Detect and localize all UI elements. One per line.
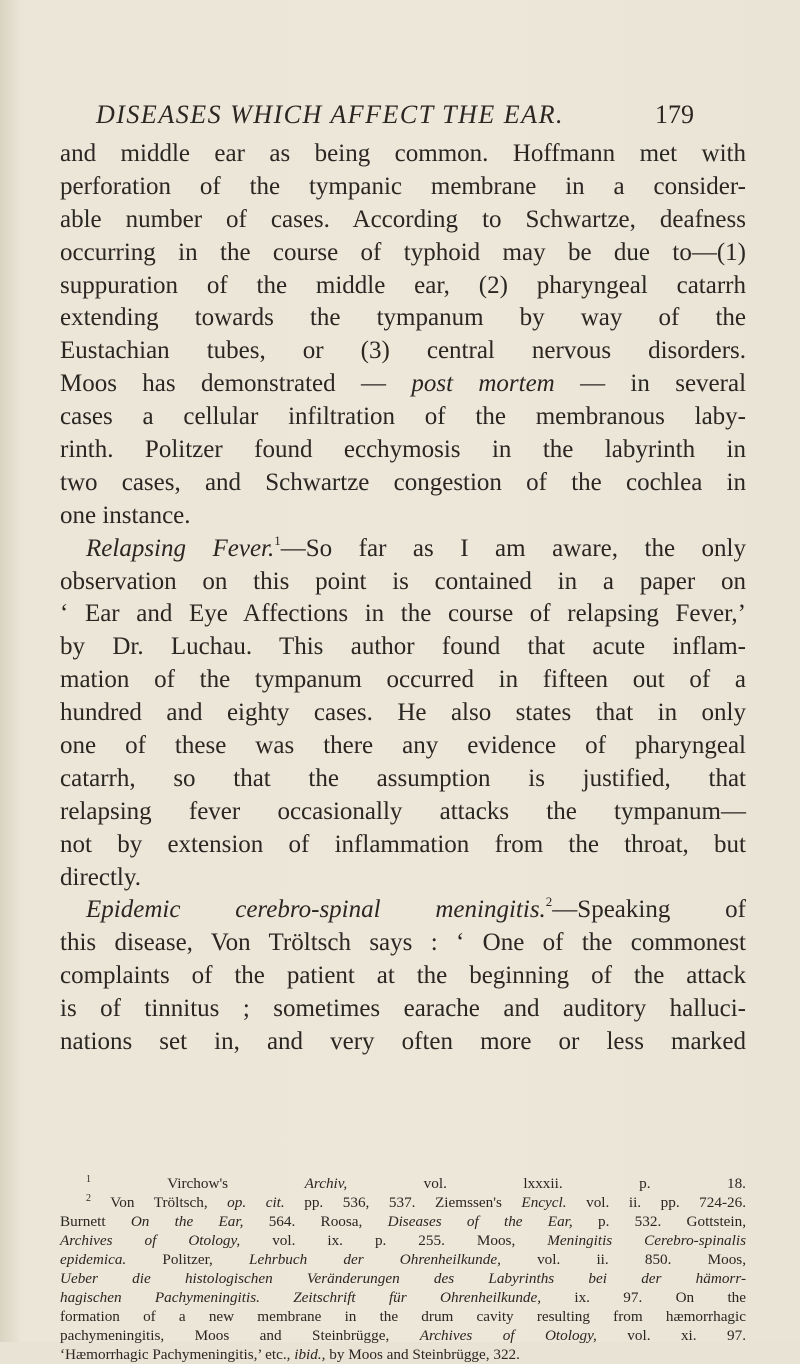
page-header [0,100,800,136]
footnote-continuation: hagischen Pachymeningitis. Zeitschrift für Ohrenheilkunde, ix. 97. On the [60,1289,746,1306]
footnote-continuation: formation of a new membrane in the drum cavity resulting from hæmorrhagic [60,1308,746,1325]
text-line: and middle ear as being common. Hoffmann met with [60,140,746,167]
running-head: DISEASES WHICH AFFECT THE EAR. [96,100,564,129]
section-heading: Epidemic cerebro-spinal meningitis. [86,896,546,924]
text-line: observation on this point is contained in a paper on [60,567,746,595]
footnote: $^1$ Virchow's Archiv, vol. lxxxii. p. 18. [86,1174,746,1192]
footnote-marker: 1 [86,1174,91,1185]
footnote-ref: 2 [545,894,553,910]
footnote-continuation: epidemica. Politzer, Lehrbuch der Ohrenheilkunde, vol. ii. 850. Moos, [60,1251,746,1268]
text-line: one of these was there any evidence of pharyngeal [60,732,746,760]
text-line: one instance. [60,501,191,529]
footnote-ref: 1 [274,532,281,548]
text-line: rinth. Politzer found ecchymosis in the labyrinth in [60,436,746,464]
footnote-continuation: Archives of Otology, vol. ix. p. 255. Moos, Meningitis Cerebro-spinalis [60,1232,746,1249]
text-line: occurring in the course of typhoid may be due to—(1) [60,238,746,266]
body-text [60,138,746,1059]
text-line: by Dr. Luchau. This author found that acute inflam- [60,633,746,661]
text-line: suppuration of the middle ear, (2) pharyngeal catarrh [60,271,746,299]
text-line: Eustachian tubes, or (3) central nervous disorders. [60,337,746,365]
section-heading-line: Relapsing Fever.$^1$—So far as I am aware, the only [86,532,747,562]
text-line: complaints of the patient at the beginning of the attack [60,962,746,990]
text-line: extending towards the tympanum by way of the [60,304,746,332]
footnotes [60,1174,746,1364]
text-line: is of tinnitus ; sometimes earache and auditory halluci- [60,995,746,1023]
text-line: mation of the tympanum occurred in fifteen out of a [60,666,746,694]
italic-phrase: post mortem [411,370,555,398]
text-line: able number of cases. According to Schwartze, deafness [60,205,746,233]
footnote-continuation: pachymeningitis, Moos and Steinbrügge, Archives of Otology, vol. xi. 97. [60,1327,746,1344]
section-heading-line: Epidemic cerebro-spinal meningitis.$^2$—Speaking of [86,894,746,924]
footnote-marker: 2 [86,1193,91,1204]
section-heading: Relapsing Fever. [86,534,275,562]
text-line: Moos has demonstrated — post mortem — in several [60,370,747,398]
text-line: relapsing fever occasionally attacks the tympanum— [60,797,746,825]
text-line: this disease, Von Tröltsch says : ‘ One of the commonest [60,929,746,957]
text-line: perforation of the tympanic membrane in a consider- [60,172,746,200]
text-line: cases a cellular infiltration of the membranous laby- [60,403,746,431]
footnote-continuation: Burnett On the Ear, 564. Roosa, Diseases of the Ear, p. 532. Gottstein, [60,1213,747,1230]
text-line: catarrh, so that the assumption is justified, that [60,764,746,792]
text-line: directly. [60,863,141,891]
text-line: ‘ Ear and Eye Affections in the course of relapsing Fever,’ [60,600,746,628]
page-number: 179 [655,100,694,129]
text-line: two cases, and Schwartze congestion of the cochlea in [60,468,746,496]
footnote-continuation: ‘Hæmorrhagic Pachymeningitis,’ etc., ibid., by Moos and Steinbrügge, 322. [60,1346,520,1363]
footnote-continuation: Ueber die histologischen Veränderungen des Labyrinths bei der hämorr- [60,1270,746,1287]
text-line: nations set in, and very often more or less marked [60,1028,746,1056]
footnote: $^2$ Von Tröltsch, op. cit. pp. 536, 537. Ziemssen's Encycl. vol. ii. pp. 724-26. [86,1193,746,1211]
text-line: not by extension of inflammation from the throat, but [60,830,746,858]
text-line: hundred and eighty cases. He also states that in only [60,699,746,727]
